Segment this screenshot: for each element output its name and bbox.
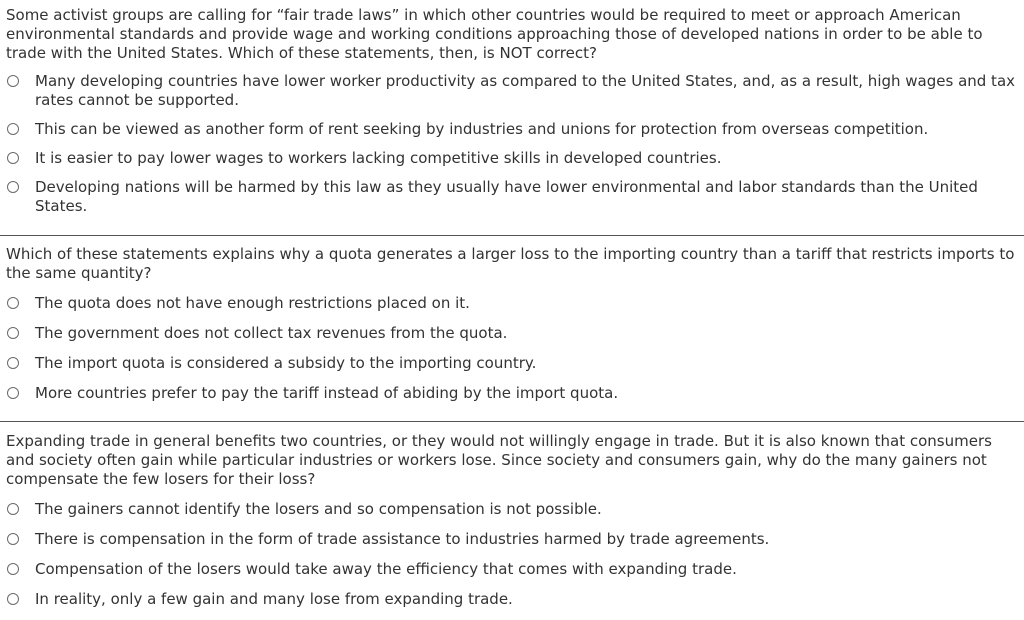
radio-button-icon[interactable] (7, 387, 19, 399)
question-3 (0, 422, 1024, 609)
option-label: Developing nations will be harmed by this law as they usually have lower environmental and labor standards than the United States. (35, 178, 978, 215)
radio-button-icon[interactable] (7, 297, 19, 309)
question-1-option-b[interactable] (6, 120, 1018, 139)
radio-button-icon[interactable] (7, 75, 19, 87)
option-label: Many developing countries have lower worker productivity as compared to the United States, and, as a result, high wages and tax rates cannot be supported. (35, 72, 1016, 109)
question-2 (0, 236, 1024, 422)
radio-button-icon[interactable] (7, 357, 19, 369)
option-label: It is easier to pay lower wages to workers lacking competitive skills in developed countries. (35, 149, 722, 167)
question-2-option-b[interactable] (6, 324, 1018, 343)
question-1-prompt: Some activist groups are calling for “fair trade laws” in which other countries would be required to meet or approach American environmental standards and provide wage and working conditions approaching those of developed nations in order to be able to trade with the United States. Which of these statements, then, is NOT correct? (6, 6, 983, 62)
question-2-option-d[interactable] (6, 384, 1018, 403)
question-3-options (6, 500, 1018, 609)
question-3-option-c[interactable] (6, 560, 1018, 579)
radio-button-icon[interactable] (7, 327, 19, 339)
question-2-option-c[interactable] (6, 354, 1018, 373)
option-label: More countries prefer to pay the tariff instead of abiding by the import quota. (35, 384, 619, 402)
option-label: The import quota is considered a subsidy to the importing country. (35, 354, 537, 372)
radio-button-icon[interactable] (7, 503, 19, 515)
question-3-option-b[interactable] (6, 530, 1018, 549)
radio-button-icon[interactable] (7, 563, 19, 575)
question-3-option-d[interactable] (6, 590, 1018, 609)
radio-button-icon[interactable] (7, 593, 19, 605)
question-1-option-a[interactable] (6, 72, 1018, 110)
radio-button-icon[interactable] (7, 533, 19, 545)
radio-button-icon[interactable] (7, 123, 19, 135)
option-label: The quota does not have enough restrictions placed on it. (35, 294, 470, 312)
option-label: In reality, only a few gain and many lose from expanding trade. (35, 590, 513, 608)
question-2-options (6, 294, 1018, 403)
question-3-prompt: Expanding trade in general benefits two countries, or they would not willingly engage in trade. But it is also known that consumers and society often gain while particular industries or workers lose. Since society and consumers gain, why do the many gainers not compensate the few losers for their loss? (6, 432, 992, 488)
question-1-option-c[interactable] (6, 149, 1018, 168)
option-label: There is compensation in the form of trade assistance to industries harmed by trade agreements. (35, 530, 770, 548)
question-2-option-a[interactable] (6, 294, 1018, 313)
option-label: The government does not collect tax revenues from the quota. (35, 324, 508, 342)
question-1-option-d[interactable] (6, 178, 1018, 216)
radio-button-icon[interactable] (7, 152, 19, 164)
option-label: The gainers cannot identify the losers and so compensation is not possible. (35, 500, 602, 518)
question-3-option-a[interactable] (6, 500, 1018, 519)
radio-button-icon[interactable] (7, 181, 19, 193)
option-label: This can be viewed as another form of rent seeking by industries and unions for protection from overseas competition. (35, 120, 929, 138)
question-1 (0, 0, 1024, 236)
question-2-prompt: Which of these statements explains why a quota generates a larger loss to the importing country than a tariff that restricts imports to the same quantity? (6, 245, 1015, 282)
option-label: Compensation of the losers would take away the efficiency that comes with expanding trade. (35, 560, 737, 578)
question-1-options (6, 72, 1018, 216)
